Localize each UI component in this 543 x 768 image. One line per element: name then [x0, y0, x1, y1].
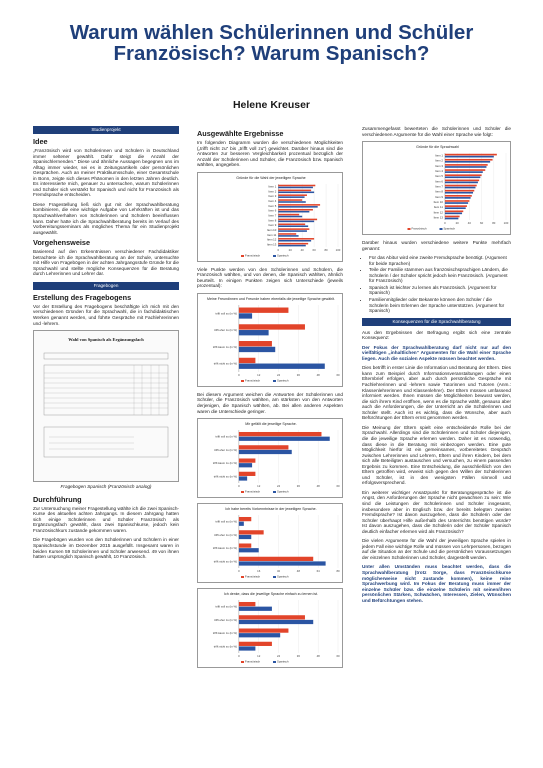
- bullet-item: • Teile der Familie stammen aus französischsprachigen Ländern, die Schülerin / der Schüler spricht jedoch kein Französisch. (Argument für Französisch): [369, 267, 511, 284]
- chart-tick-label: 100: [335, 247, 341, 252]
- chart-bar: [278, 214, 299, 216]
- legend-swatch: [241, 661, 244, 663]
- chart-bar: [278, 184, 315, 186]
- chart-bar: [278, 238, 314, 240]
- legend-label: Französisch: [245, 378, 261, 383]
- chart-bar: [278, 196, 304, 198]
- chart-category-label: trifft voll zu (in %): [215, 519, 237, 524]
- questionnaire-title: Wahl von Spanisch als Ergänzungsfach: [68, 337, 144, 343]
- chart-bar: [239, 602, 256, 606]
- chart-tick-label: 0: [238, 654, 240, 659]
- chart-tick-label: 36: [296, 484, 300, 489]
- chart-title: Ich denke, dass die jeweilige Sprache einfach zu lernen ist.: [223, 592, 319, 597]
- questionnaire-table: [34, 343, 178, 478]
- paragraph-durchfuehrung-2: Die Fragebögen wurden von den Schülerinnen und Schülern in einer Spanischstunde im Dezember 2015 ausgefüllt. Insgesamt waren in beiden Kursen 59 Schülerinnen und Schüler anwesend. 49 von ihnen hatten ursprünglich Spanisch gewählt, 10 Französisch.: [33, 537, 179, 560]
- chart-category-label: Item 9: [268, 222, 277, 227]
- chart-svg: [198, 173, 344, 261]
- legend-label: Spanisch: [277, 253, 289, 258]
- chart-bar: [239, 642, 272, 646]
- chart-tick-label: 0: [238, 484, 240, 489]
- chart-bar: [278, 218, 317, 220]
- section-band-konsequenzen: Konsequenzen für die Sprachwahlberatung: [362, 318, 511, 326]
- chart-bar: [278, 194, 307, 196]
- chart-category-label: trifft nicht zu (in %): [213, 361, 237, 366]
- chart-bar: [278, 201, 305, 203]
- chart-category-label: Item 12: [433, 210, 443, 215]
- chart-tick-label: 12: [257, 372, 261, 377]
- chart-category-label: Item 1: [435, 153, 443, 158]
- chart-tick-label: 0: [444, 221, 446, 226]
- chart-bar: [445, 207, 466, 209]
- legend-label: Spanisch: [443, 226, 456, 231]
- chart-category-label: trifft eher zu (in %): [214, 447, 237, 452]
- chart-tick-label: 40: [300, 247, 304, 252]
- legend-label: Spanisch: [277, 659, 289, 664]
- chart-tick-label: 100: [503, 221, 509, 226]
- chart-bar: [445, 213, 462, 215]
- chart-bar: [239, 522, 244, 526]
- chart-bar: [239, 476, 247, 480]
- chart-bar: [239, 341, 272, 346]
- legend-swatch: [408, 228, 411, 230]
- chart-bar: [239, 633, 280, 637]
- chart-bar: [278, 186, 313, 188]
- chart-category-label: Item 8: [435, 189, 443, 194]
- legend-swatch: [273, 576, 276, 578]
- chart-category-label: trifft eher zu (in %): [214, 532, 237, 537]
- chart-svg: [363, 142, 512, 234]
- chart-bar: [278, 199, 302, 201]
- chart-bar: [278, 191, 314, 193]
- chart-bar: [278, 220, 314, 222]
- chart-category-label: trifft kaum zu (in %): [212, 631, 237, 636]
- column-right: [362, 126, 511, 607]
- chart-bar: [445, 205, 467, 207]
- chart-bar: [445, 154, 497, 156]
- chart-bar: [445, 161, 490, 163]
- legend-label: Französisch: [245, 253, 261, 258]
- chart-bar: [239, 561, 326, 565]
- chart-title: Gründe für die Sprachwahl: [416, 145, 459, 150]
- poster-title: Warum wählen Schülerinnen und Schüler Französisch? Warum Spanisch?: [69, 21, 474, 65]
- chart-category-label: trifft kaum zu (in %): [212, 461, 237, 466]
- legend-label: Französisch: [411, 226, 427, 231]
- chart-bar: [239, 544, 251, 548]
- chart-c2-top: [197, 172, 343, 262]
- legend-swatch: [241, 576, 244, 578]
- chart-category-label: Item 2: [268, 189, 277, 194]
- chart-tick-label: 20: [455, 221, 459, 226]
- chart-c2-fifth: [197, 588, 343, 668]
- chart-category-label: Item 4: [268, 198, 277, 203]
- chart-tick-label: 48: [316, 654, 320, 659]
- chart-bar: [445, 211, 463, 213]
- legend-label: Französisch: [245, 489, 261, 494]
- chart-bar: [445, 218, 458, 220]
- chart-bar: [445, 200, 469, 202]
- chart-bar: [278, 225, 308, 227]
- chart-category-label: Item 6: [268, 208, 277, 213]
- legend-label: Französisch: [245, 659, 261, 664]
- chart-c2-fourth: [197, 503, 343, 583]
- chart-bar: [445, 159, 493, 161]
- chart-tick-label: 36: [296, 654, 300, 659]
- chart-bar: [239, 472, 256, 476]
- chart-category-label: trifft kaum zu (in %): [212, 546, 237, 551]
- paragraph-konsequenz-intro: Aus den Ergebnissen der Befragung ergibt sich eine zentrale Konsequenz:: [362, 329, 511, 341]
- chart-svg: [198, 419, 344, 497]
- paragraph-angst: Ein weiterer wichtiger Ansatzpunkt für Beratungsgespräche ist die Angst, den Anforderungen der Sprache nicht gewachsen zu sein: Wie sind die Leistungen der Schülerinnen und Schüler insgesamt, insbesondere aber in Englisch bzw. der bereits belegten zweiten Fremdsprache? Ist davon auszugehen, dass die Schülerin oder der Schüler überhaupt Hilfe außerhalb des Unterrichts benötigen würde? Ist davon auszugehen, dass die Schülerin oder der Schüler Spanisch deutlich einfacher erlernen wird als Französisch?: [362, 489, 511, 534]
- questionnaire-caption: Fragebogen Spanisch (Französisch analog): [60, 484, 152, 490]
- chart-bar: [239, 615, 305, 619]
- chart-bar: [278, 223, 305, 225]
- legend-swatch: [273, 255, 276, 257]
- chart-bar: [445, 180, 479, 182]
- chart-bar: [239, 307, 289, 312]
- chart-bar: [278, 228, 309, 230]
- chart-category-label: Item 11: [433, 205, 443, 210]
- chart-bar: [278, 235, 298, 237]
- chart-bar: [239, 535, 251, 539]
- chart-bar: [278, 189, 311, 191]
- chart-svg: [198, 294, 344, 386]
- chart-category-label: trifft nicht zu (in %): [213, 474, 237, 479]
- chart-bar: [239, 324, 305, 329]
- paragraph-ergebnisse-2: Viele Punkte werden von den Schülerinnen und Schülern, die Französisch wählten, und von denen, die Spanisch wählten, ähnlich beurteilt. In einigen Punkten zeigen sich Unterschiede (jeweils prozentual):: [197, 266, 343, 289]
- chart-bar: [445, 169, 485, 171]
- chart-bar: [445, 177, 480, 179]
- chart-bar: [445, 174, 482, 176]
- paragraph-weitere-punkte: Darüber hinaus wurden verschiedene weitere Punkte mehrfach genannt:: [362, 240, 511, 251]
- chart-bar: [278, 209, 313, 211]
- chart-category-label: trifft nicht zu (in %): [213, 559, 237, 564]
- paragraph-erstellung: Vor der Erstellung des Fragebogens beschäftigte ich mich mit den verschiedenen Gründen für die Sprachwahl, die in fachdidaktischen Werken genannt werden, und führte Gespräche mit Fachlehrerinnen und -lehrern.: [33, 303, 179, 326]
- chart-tick-label: 0: [238, 372, 240, 377]
- chart-tick-label: 60: [480, 221, 484, 226]
- chart-category-label: Item 5: [435, 174, 443, 179]
- chart-bar: [445, 187, 476, 189]
- chart-bar: [278, 233, 296, 235]
- questionnaire-image: [33, 330, 179, 482]
- legend-swatch: [273, 491, 276, 493]
- heading-erstellung: Erstellung des Fragebogens: [33, 292, 132, 302]
- chart-tick-label: 60: [312, 247, 316, 252]
- chart-category-label: Item 13: [266, 242, 277, 247]
- column-middle: [197, 126, 343, 673]
- bullet-item: • Für das Abitur wird eine zweite Fremdsprache benötigt. (Argument für beide Sprachen): [369, 255, 511, 266]
- chart-tick-label: 12: [257, 484, 261, 489]
- chart-bar: [239, 347, 275, 352]
- chart-category-label: Item 2: [435, 158, 443, 163]
- paragraph-eltern: Dies betrifft in erster Linie die Information und Beratung der Eltern. Dies kann zum Beispiel durch Informationsveranstaltungen oder einen Elternbrief erfolgen, aber auch durch persönliche Gespräche mit Fachlehrerinnen und -lehrern sowie Tutorinnen und Tutoren (Anm.: Klassenlehrerinnen und Klassenlehrer). Der Eltern müssen umfassend informiert werden. Ihnen müssen die Möglichkeiten bewusst werden, die sich ihrem Kind eröffnen, wenn es die Sprache wählt, genauso aber auch die Anforderungen, die der Unterricht an die Schülerinnen und Schüler stellt. Auch ist es wichtig, dass die Wünsche, aber auch Befürchtungen der Eltern ernst genommen werden.: [362, 365, 511, 421]
- chart-category-label: trifft eher zu (in %): [214, 328, 237, 333]
- column-left: [33, 126, 179, 564]
- chart-tick-label: 48: [316, 372, 320, 377]
- chart-c2-second: [197, 293, 343, 387]
- chart-bar: [239, 459, 256, 463]
- chart-tick-label: 0: [238, 569, 240, 574]
- chart-bar: [239, 330, 269, 335]
- chart-bar: [239, 432, 322, 436]
- chart-tick-label: 80: [336, 569, 340, 574]
- chart-bar: [239, 620, 313, 624]
- chart-bar: [445, 185, 477, 187]
- bullet-item: • Familienmitglieder oder Bekannte können den Schüler / die Schülerin beim Erlernen der Sprache unterstützen. (Argument für Spanisch): [369, 297, 511, 314]
- chart-category-label: trifft eher zu (in %): [214, 617, 237, 622]
- chart-svg: [198, 504, 344, 582]
- chart-category-label: trifft voll zu (in %): [215, 604, 237, 609]
- chart-bar: [239, 313, 252, 318]
- chart-bar: [278, 206, 317, 208]
- chart-tick-label: 64: [316, 569, 320, 574]
- chart-bar: [239, 530, 264, 534]
- section-band-studienprojekt: Studienprojekt: [33, 126, 179, 134]
- chart-bar: [278, 230, 307, 232]
- chart-bar: [239, 607, 272, 611]
- chart-bar: [278, 240, 311, 242]
- chart-bar: [239, 437, 330, 441]
- chart-bar: [278, 245, 305, 247]
- legend-swatch: [273, 380, 276, 382]
- chart-tick-label: 60: [336, 484, 340, 489]
- chart-tick-label: 80: [492, 221, 496, 226]
- chart-category-label: Item 10: [433, 200, 443, 205]
- chart-tick-label: 36: [296, 372, 300, 377]
- chart-tick-label: 48: [296, 569, 300, 574]
- poster-author: Helene Kreuser: [232, 99, 311, 111]
- chart-c2-third: [197, 418, 343, 498]
- chart-bar: [445, 195, 472, 197]
- chart-category-label: Item 4: [435, 169, 443, 174]
- chart-tick-label: 80: [324, 247, 328, 252]
- chart-category-label: Item 7: [268, 213, 277, 218]
- chart-tick-label: 60: [336, 372, 340, 377]
- legend-swatch: [241, 491, 244, 493]
- paragraph-vorgehensweise: Basierend auf den Erkenntnissen verschiedener Fachdidaktiker betrachtete ich die Sprachwahlberatung an der Schule, untersuchte mit Hilfe von Fragebögen in der achten Jahrgangsstufe Gründe für die Sprachwahl und stellte mögliche Konsequenzen für die Beratung durch Lehrerinnen und Lehrer dar.: [33, 249, 179, 277]
- chart-bar: [445, 197, 471, 199]
- chart-bar: [239, 517, 251, 521]
- paragraph-zusammenfassung: Zusammengefasst bewerteten die Schülerinnen und Schüler die verschiedenen Argumente für die Wahl einer Sprache wie folgt:: [362, 126, 511, 137]
- chart-tick-label: 24: [276, 484, 281, 489]
- chart-bar: [445, 164, 488, 166]
- chart-bar: [239, 548, 259, 552]
- bullet-item: • Spanisch ist leichter zu lernen als Französisch. (Argument für Spanisch): [369, 285, 511, 296]
- chart-bar: [445, 182, 478, 184]
- chart-bar: [278, 243, 308, 245]
- chart-category-label: Item 8: [268, 218, 277, 223]
- chart-category-label: Item 6: [435, 179, 443, 184]
- heading-ergebnisse: Ausgewählte Ergebnisse: [197, 129, 284, 138]
- chart-bar: [445, 192, 473, 194]
- legend-swatch: [241, 380, 244, 382]
- paragraph-meinung: Die Meinung der Eltern spielt eine entscheidende Rolle bei der Sprachwahl. Allerdings sind die Schülerinnen und Schüler diejenigen, die die jeweilige Sprache erlernen werden. Daher ist es notwendig, dass diese in die Beratung mit einbezogen werden. Eine gute Möglichkeit hierfür ist ein gemeinsames, vorbereitetes Gespräch zwischen Lehrerinnen und Lehrern, Eltern und ihren Kindern, bei dem sich alle Beteiligten austauschen und versuchen, zu einem passenden Ergebnis zu kommen. Eine Entscheidung, die ausschließlich von den Eltern getroffen wird, erweist sich gegen den Willen der Schülerinnen und Schüler, ist in den wenigsten Fällen sinnvoll und erfolgsversprechend.: [362, 424, 511, 486]
- chart-bar: [278, 204, 320, 206]
- chart-tick-label: 48: [316, 484, 320, 489]
- chart-category-label: Item 9: [435, 194, 443, 199]
- chart-title: Meine Freundinnen und Freunde haben ebenfalls die jeweilige Sprache gewählt.: [206, 296, 336, 301]
- section-band-fragebogen: Fragebogen: [33, 282, 179, 290]
- heading-durchfuehrung: Durchführung: [33, 494, 82, 504]
- chart-title: Ich habe bereits Vorkenntnisse in der jeweiligen Sprache.: [225, 507, 317, 512]
- chart-tick-label: 32: [276, 569, 281, 574]
- chart-category-label: Item 1: [268, 184, 277, 189]
- heading-idee: Idee: [33, 137, 48, 146]
- chart-category-label: trifft nicht zu (in %): [213, 644, 237, 649]
- legend-label: Spanisch: [277, 489, 289, 494]
- paragraph-fazit: Unter allen Umständen muss beachtet werden, dass die Sprachwahlberatung (trotz Sorge, dass Französischkurse möglicherweise nicht zustande kommen), keine reine Sprachwerbung wird. Im Fokus der Beratung muss immer der einzelne Schüler bzw. die einzelne Schülerin mit seinen/ihren persönlichen Stärken, Schwächen, Interessen, Zielen, Wünschen und Befürchtungen stehen.: [362, 564, 511, 603]
- chart-category-label: trifft kaum zu (in %): [212, 344, 237, 349]
- chart-bar: [445, 202, 468, 204]
- chart-category-label: Item 13: [433, 215, 443, 220]
- chart-bar: [239, 629, 289, 633]
- chart-bar: [445, 216, 460, 218]
- paragraph-idee-1: „Französisch wird von Schülerinnen und Schülern in Deutschland immer seltener gewählt. Dafür steigt die Anzahl der Spanischlernenden.“ Diese und ähnliche Aussagen begegnen uns im Alltag immer wieder, sei es in Zeitungsartikeln oder persönlichen Gesprächen. Auch an meiner Praktikumsschule, einer Gesamtschule in Bonn, zeigte sich dieses Phänomen in den letzten Jahren deutlich. Es interessierte mich, genauer zu untersuchen, warum Schülerinnen und Schüler sich verstärkt für Spanisch und nicht für Französisch als Fremdsprache entscheiden.: [33, 148, 179, 198]
- legend-swatch: [273, 661, 276, 663]
- paragraph-argumente: Die vielen Argumente für die Wahl der jeweiligen Sprache spielen in jedem Fall eine wichtige Rolle und müssen von Lehrpersonen, bezogen auf die Situation an der Schule und die persönlichen Voraussetzungen der einzelnen Schülerinnen und Schüler, dargestellt werden.: [362, 538, 511, 560]
- chart-category-label: trifft voll zu (in %): [215, 311, 237, 316]
- chart-tick-label: 60: [336, 654, 340, 659]
- heading-vorgehensweise: Vorgehensweise: [33, 238, 91, 248]
- chart-tick-label: 24: [276, 654, 281, 659]
- chart-bar: [445, 190, 474, 192]
- paragraph-ergebnisse-3: Bei diesem Argument weichen die Antworten der Schülerinnen und Schüler, die Französisch wählten, am stärksten von den Antworten derjenigen, die Spanisch wählten, ab. Bei allen anderen Aspekten waren die Unterschiede geringer.: [197, 391, 343, 414]
- legend-label: Französisch: [245, 574, 261, 579]
- chart-tick-label: 20: [288, 247, 292, 252]
- chart-bar: [278, 211, 309, 213]
- chart-category-label: Item 7: [435, 184, 443, 189]
- bullet-list: [362, 255, 511, 313]
- chart-bar: [445, 166, 487, 168]
- chart-c3-top: [362, 141, 511, 235]
- chart-bar: [239, 363, 325, 368]
- chart-tick-label: 40: [467, 221, 471, 226]
- chart-bar: [239, 646, 256, 650]
- chart-title: Mir gefällt die jeweilige Sprache.: [245, 422, 297, 427]
- chart-bar: [239, 450, 292, 454]
- paragraph-idee-2: Diese Fragestellung ließ sich gut mit der Sprachwahlberatung kombinieren, die eine wichtige Aufgabe von Lehrkräften ist und das Sprachwahlverhalten von Schülerinnen und Schülern beeinflussen kann. Daher hatte ich die Sprachwahlberatung bereits im Verlauf des Vorbereitungsseminars als mögliches Thema für ein Studienprojekt ausgewählt.: [33, 201, 179, 235]
- chart-svg: [198, 589, 344, 667]
- paragraph-ergebnisse-1: Im folgenden Diagramm wurden die verschiedenen Möglichkeiten („trifft nicht zu“ bis „trifft voll zu“) gewichtet. Darüber hinaus sind die Antworten zur besseren Vergleichbarkeit prozentual bezüglich der Anzahl der Schülerinnen und Schüler, die Französisch bzw. Spanisch wählten, angegeben.: [197, 140, 343, 168]
- legend-swatch: [440, 228, 443, 230]
- chart-category-label: Item 3: [435, 163, 443, 168]
- chart-bar: [239, 463, 252, 467]
- chart-category-label: Item 3: [268, 193, 277, 198]
- chart-bar: [239, 358, 256, 363]
- chart-tick-label: 12: [257, 654, 261, 659]
- chart-tick-label: 0: [277, 247, 280, 252]
- chart-category-label: Item 5: [268, 203, 277, 208]
- chart-category-label: Item 12: [266, 237, 277, 242]
- legend-label: Spanisch: [277, 378, 289, 383]
- chart-bar: [239, 445, 289, 449]
- paragraph-konsequenz-fokus: Der Fokus der Sprachwahlberatung darf nicht nur auf den vielfältigen „inhaltlichen“ Argumenten für die Wahl einer Sprache liegen. Auch die sozialen Aspekte müssen beachtet werden.: [362, 344, 511, 361]
- chart-category-label: trifft voll zu (in %): [215, 434, 237, 439]
- legend-swatch: [241, 255, 244, 257]
- chart-bar: [445, 171, 483, 173]
- chart-bar: [278, 215, 302, 217]
- chart-title: Gründe für die Wahl der jeweiligen Sprache: [236, 175, 306, 180]
- chart-tick-label: 24: [276, 372, 281, 377]
- chart-bar: [239, 557, 313, 561]
- chart-bar: [445, 156, 494, 158]
- legend-label: Spanisch: [277, 574, 289, 579]
- chart-category-label: Item 10: [266, 227, 277, 232]
- chart-tick-label: 16: [257, 569, 261, 574]
- paragraph-durchfuehrung-1: Zur Untersuchung meiner Fragestellung wählte ich die zwei Spanisch-Kurse des aktuellen achten Jahrgangs. In diesem Jahrgang hatten sich einige Schülerinnen und Schüler Französisch als Ergänzungsfach gewählt, dass zwei Spanischkurse, jedoch kein Französischkurs zustande gekommen waren.: [33, 505, 179, 533]
- chart-category-label: Item 11: [267, 232, 277, 237]
